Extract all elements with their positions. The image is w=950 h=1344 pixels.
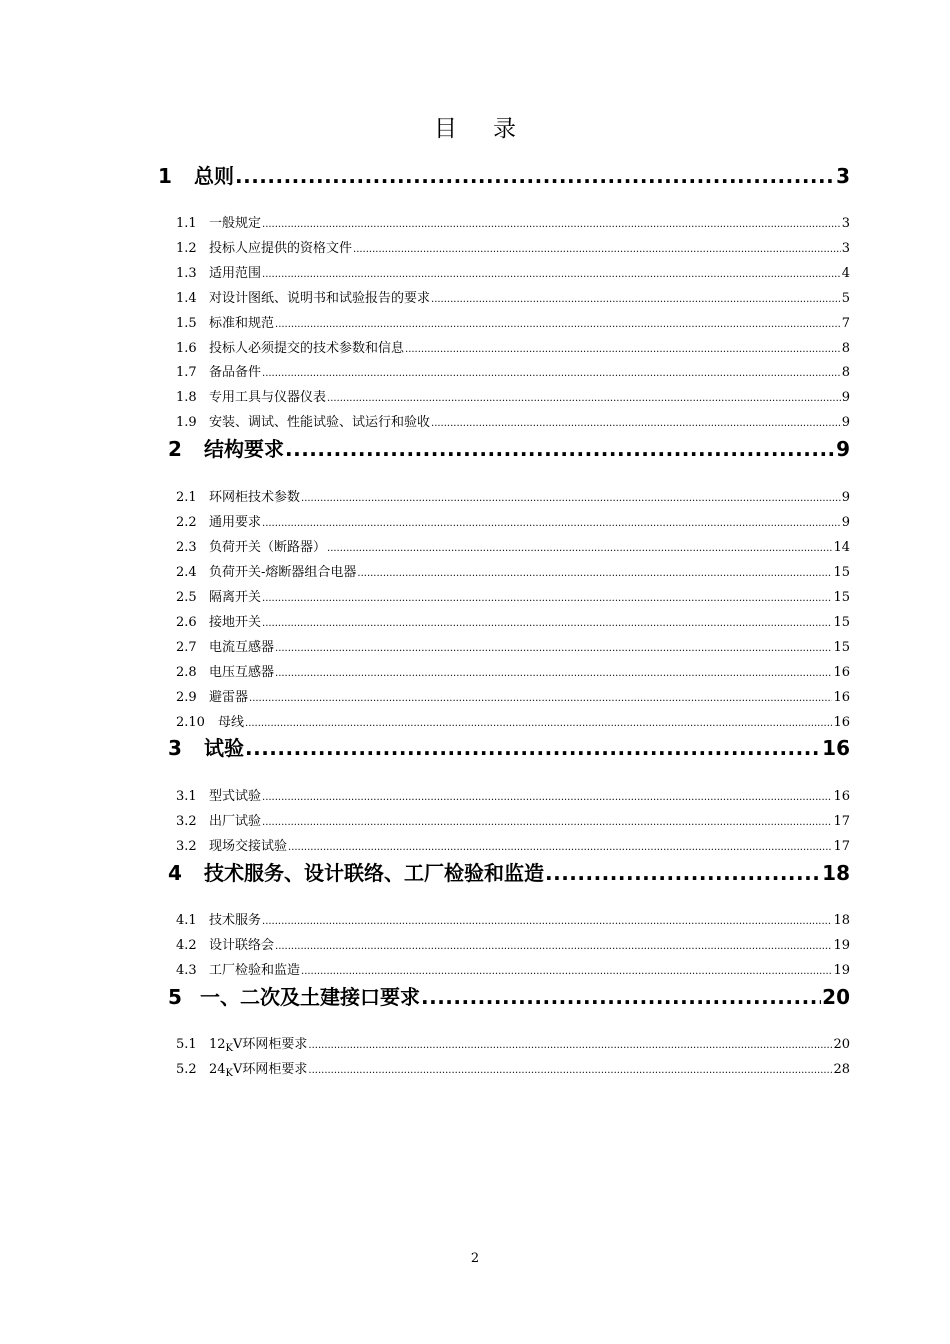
item-title-suffix: V环网柜要求 bbox=[233, 1037, 308, 1052]
item-title: 负荷开关（断路器） bbox=[209, 540, 327, 555]
toc-section-4[interactable] bbox=[168, 857, 850, 885]
table-of-contents bbox=[158, 0, 850, 1344]
item-title: 专用工具与仪器仪表 bbox=[209, 390, 327, 405]
dot-leader bbox=[421, 985, 821, 1009]
item-number: 2.9 bbox=[176, 690, 197, 705]
section-number: 3 bbox=[168, 736, 182, 760]
item-title: 负荷开关-熔断器组合电器 bbox=[209, 565, 357, 580]
toc-item-3-3[interactable] bbox=[176, 835, 850, 853]
toc-item-2-8[interactable] bbox=[176, 661, 850, 679]
item-title: 现场交接试验 bbox=[209, 839, 288, 854]
item-title: 环网柜技术参数 bbox=[209, 490, 301, 505]
item-page: 17 bbox=[833, 839, 850, 854]
item-title-suffix: V环网柜要求 bbox=[233, 1062, 308, 1077]
item-title: 通用要求 bbox=[209, 515, 262, 530]
item-title-prefix: 12 bbox=[209, 1037, 226, 1052]
dot-leader bbox=[262, 792, 832, 803]
item-number: 1.3 bbox=[176, 266, 197, 281]
item-title: 出厂试验 bbox=[209, 814, 262, 829]
toc-item-4-1[interactable] bbox=[176, 909, 850, 927]
item-page: 9 bbox=[841, 415, 850, 430]
item-title: 适用范围 bbox=[209, 266, 262, 281]
dot-leader bbox=[301, 493, 841, 504]
item-number: 4.3 bbox=[176, 963, 197, 978]
item-title: 标准和规范 bbox=[209, 316, 275, 331]
item-page: 16 bbox=[833, 715, 850, 730]
item-number: 2.10 bbox=[176, 715, 205, 730]
item-page: 15 bbox=[833, 565, 850, 580]
item-page: 14 bbox=[833, 540, 850, 555]
item-title: 电流互感器 bbox=[209, 640, 275, 655]
toc-item-3-1[interactable] bbox=[176, 785, 850, 803]
item-title: 投标人必须提交的技术参数和信息 bbox=[209, 341, 405, 356]
item-page: 9 bbox=[841, 515, 850, 530]
toc-item-1-1[interactable] bbox=[176, 212, 850, 230]
toc-section-3[interactable] bbox=[168, 732, 850, 760]
section-page: 18 bbox=[822, 861, 850, 885]
item-number: 3.2 bbox=[176, 814, 197, 829]
item-page: 9 bbox=[841, 490, 850, 505]
dot-leader bbox=[327, 393, 841, 404]
item-number: 5.2 bbox=[176, 1062, 197, 1077]
item-title: 安装、调试、性能试验、试运行和验收 bbox=[209, 415, 431, 430]
item-page: 16 bbox=[833, 690, 850, 705]
item-page: 18 bbox=[833, 913, 850, 928]
item-number: 2.5 bbox=[176, 590, 197, 605]
section-number: 1 bbox=[158, 164, 172, 188]
dot-leader bbox=[262, 618, 832, 629]
toc-item-1-6[interactable] bbox=[176, 337, 850, 355]
item-page: 8 bbox=[841, 341, 850, 356]
item-number: 2.2 bbox=[176, 515, 197, 530]
dot-leader bbox=[235, 164, 835, 188]
section-number: 4 bbox=[168, 861, 182, 885]
item-title: 隔离开关 bbox=[209, 590, 262, 605]
dot-leader bbox=[405, 344, 841, 355]
toc-item-2-7[interactable] bbox=[176, 636, 850, 654]
dot-leader bbox=[431, 418, 841, 429]
toc-item-5-1[interactable] bbox=[176, 1033, 850, 1054]
toc-item-4-2[interactable] bbox=[176, 934, 850, 952]
toc-item-1-5[interactable] bbox=[176, 312, 850, 330]
item-title bbox=[209, 1058, 307, 1079]
item-title: 电压互感器 bbox=[209, 665, 275, 680]
item-number: 3.2 bbox=[176, 839, 197, 854]
dot-leader bbox=[262, 593, 832, 604]
dot-leader bbox=[275, 668, 832, 679]
item-number: 3.1 bbox=[176, 789, 197, 804]
dot-leader bbox=[262, 368, 841, 379]
section-title: 一、二次及土建接口要求 bbox=[200, 985, 420, 1009]
item-number: 1.1 bbox=[176, 216, 197, 231]
toc-item-2-10[interactable] bbox=[176, 711, 850, 729]
item-title bbox=[209, 1033, 307, 1054]
dot-leader bbox=[245, 736, 821, 760]
item-page: 3 bbox=[841, 241, 850, 256]
toc-item-1-2[interactable] bbox=[176, 237, 850, 255]
toc-item-2-4[interactable] bbox=[176, 561, 850, 579]
item-page: 5 bbox=[841, 291, 850, 306]
toc-item-2-1[interactable] bbox=[176, 486, 850, 504]
dot-leader bbox=[301, 966, 832, 977]
item-number: 1.5 bbox=[176, 316, 197, 331]
section-page: 3 bbox=[836, 164, 850, 188]
dot-leader bbox=[275, 643, 832, 654]
dot-leader bbox=[431, 294, 841, 305]
item-number: 2.6 bbox=[176, 615, 197, 630]
item-title: 母线 bbox=[218, 715, 245, 730]
dot-leader bbox=[262, 219, 841, 230]
toc-item-3-2[interactable] bbox=[176, 810, 850, 828]
item-number: 2.3 bbox=[176, 540, 197, 555]
section-page: 20 bbox=[822, 985, 850, 1009]
toc-item-1-8[interactable] bbox=[176, 386, 850, 404]
item-title-subscript: K bbox=[225, 1068, 234, 1079]
toc-item-1-4[interactable] bbox=[176, 287, 850, 305]
dot-leader bbox=[262, 269, 841, 280]
section-title: 技术服务、设计联络、工厂检验和监造 bbox=[204, 861, 544, 885]
item-page: 3 bbox=[841, 216, 850, 231]
section-page: 16 bbox=[822, 736, 850, 760]
item-title: 设计联络会 bbox=[209, 938, 275, 953]
item-number: 1.8 bbox=[176, 390, 197, 405]
dot-leader bbox=[275, 319, 841, 330]
item-page: 16 bbox=[833, 789, 850, 804]
item-title: 避雷器 bbox=[209, 690, 249, 705]
item-title: 对设计图纸、说明书和试验报告的要求 bbox=[209, 291, 431, 306]
dot-leader bbox=[245, 718, 832, 729]
section-page: 9 bbox=[836, 437, 850, 461]
item-number: 1.7 bbox=[176, 365, 197, 380]
toc-item-2-9[interactable] bbox=[176, 686, 850, 704]
item-page: 4 bbox=[841, 266, 850, 281]
item-title: 接地开关 bbox=[209, 615, 262, 630]
section-title: 试验 bbox=[204, 736, 244, 760]
item-page: 15 bbox=[833, 590, 850, 605]
dot-leader bbox=[249, 693, 832, 704]
dot-leader bbox=[285, 437, 835, 461]
item-number: 2.8 bbox=[176, 665, 197, 680]
item-page: 9 bbox=[841, 390, 850, 405]
section-title: 结构要求 bbox=[204, 437, 284, 461]
toc-item-1-3[interactable] bbox=[176, 262, 850, 280]
dot-leader bbox=[275, 941, 832, 952]
item-page: 19 bbox=[833, 938, 850, 953]
item-title-subscript: K bbox=[225, 1043, 234, 1054]
dot-leader bbox=[262, 518, 841, 529]
dot-leader bbox=[308, 1040, 832, 1051]
item-page: 7 bbox=[841, 316, 850, 331]
toc-item-5-2[interactable] bbox=[176, 1058, 850, 1079]
item-page: 19 bbox=[833, 963, 850, 978]
section-number: 2 bbox=[168, 437, 182, 461]
section-title: 总则 bbox=[194, 164, 234, 188]
dot-leader bbox=[545, 861, 821, 885]
toc-item-2-2[interactable] bbox=[176, 511, 850, 529]
item-page: 8 bbox=[841, 365, 850, 380]
toc-section-2[interactable] bbox=[168, 433, 850, 461]
item-page: 20 bbox=[833, 1037, 850, 1052]
toc-item-2-3[interactable] bbox=[176, 536, 850, 554]
section-number: 5 bbox=[168, 985, 182, 1009]
item-number: 1.2 bbox=[176, 241, 197, 256]
item-page: 15 bbox=[833, 615, 850, 630]
dot-leader bbox=[262, 817, 832, 828]
item-number: 1.4 bbox=[176, 291, 197, 306]
toc-item-2-6[interactable] bbox=[176, 611, 850, 629]
item-title-prefix: 24 bbox=[209, 1062, 226, 1077]
dot-leader bbox=[357, 568, 832, 579]
dot-leader bbox=[308, 1065, 832, 1076]
toc-item-1-7[interactable] bbox=[176, 361, 850, 379]
item-number: 5.1 bbox=[176, 1037, 197, 1052]
item-title: 工厂检验和监造 bbox=[209, 963, 301, 978]
item-number: 4.2 bbox=[176, 938, 197, 953]
dot-leader bbox=[288, 842, 832, 853]
item-title: 备品备件 bbox=[209, 365, 262, 380]
item-title: 一般规定 bbox=[209, 216, 262, 231]
item-number: 2.7 bbox=[176, 640, 197, 655]
toc-item-2-5[interactable] bbox=[176, 586, 850, 604]
item-page: 15 bbox=[833, 640, 850, 655]
toc-title-left: 目 bbox=[434, 116, 457, 142]
dot-leader bbox=[327, 543, 832, 554]
toc-section-5[interactable] bbox=[168, 981, 850, 1009]
item-page: 28 bbox=[833, 1062, 850, 1077]
toc-item-4-3[interactable] bbox=[176, 959, 850, 977]
item-number: 4.1 bbox=[176, 913, 197, 928]
item-page: 16 bbox=[833, 665, 850, 680]
dot-leader bbox=[262, 916, 832, 927]
toc-section-1[interactable] bbox=[158, 160, 850, 188]
item-number: 1.6 bbox=[176, 341, 197, 356]
item-page: 17 bbox=[833, 814, 850, 829]
item-title: 投标人应提供的资格文件 bbox=[209, 241, 353, 256]
page-number: 2 bbox=[470, 1251, 480, 1266]
toc-title-right: 录 bbox=[493, 116, 516, 142]
item-title: 型式试验 bbox=[209, 789, 262, 804]
item-title: 技术服务 bbox=[209, 913, 262, 928]
dot-leader bbox=[353, 244, 841, 255]
toc-item-1-9[interactable] bbox=[176, 411, 850, 429]
item-number: 2.4 bbox=[176, 565, 197, 580]
item-number: 2.1 bbox=[176, 490, 197, 505]
item-number: 1.9 bbox=[176, 415, 197, 430]
